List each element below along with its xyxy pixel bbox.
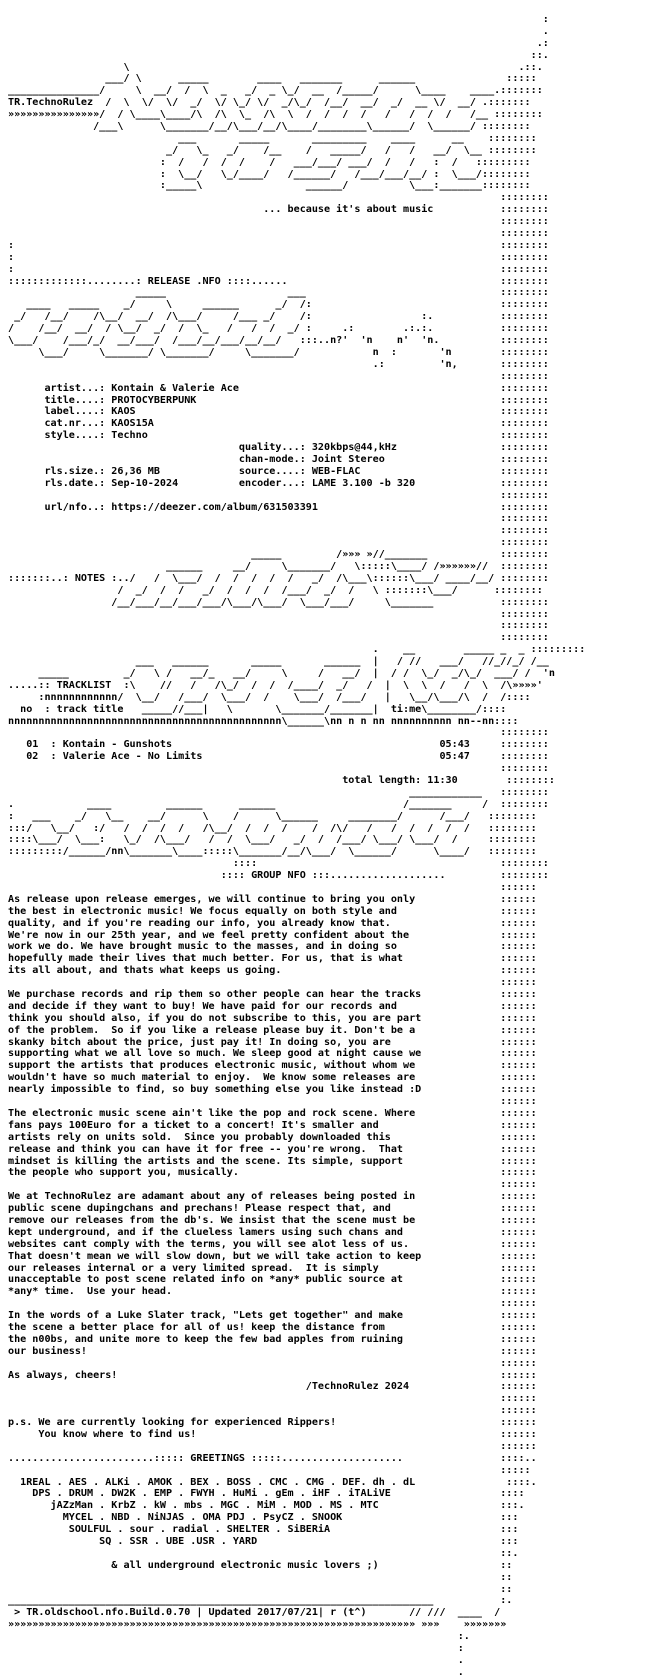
nfo-line: :::::: xyxy=(8,1096,537,1108)
nfo-line: ____________ :::::::: xyxy=(8,786,549,798)
nfo-line: :::::: xyxy=(8,1298,537,1310)
nfo-line: »»»»»»»»»»»»»»»/ / \____\____/\ /\ \_ /\ \ / / / / / / / / /__ :::::::: xyxy=(8,109,543,121)
nfo-line: : xyxy=(8,14,549,25)
nfo-line: :: xyxy=(8,1571,513,1583)
nfo-line: :: xyxy=(8,1583,513,1595)
nfo-line: :. xyxy=(8,1631,470,1643)
nfo-line: 1REAL . AES . ALKi . AMOK . BEX . BOSS . CMC . CMG . DEF. dh . dL ::::. xyxy=(8,1476,537,1488)
nfo-line: ___ _____ _________ ____ __ :::::::: xyxy=(8,132,537,144)
nfo-line: . xyxy=(8,25,549,37)
nfo-line: \___/ \_______/ \_______/ \_______/ n : 'n :::::::: xyxy=(8,346,549,358)
nfo-line: nearly impossible to find, so buy something else you like instead :D :::::: xyxy=(8,1084,537,1096)
nfo-line: chan-mode.: Joint Stereo :::::::: xyxy=(8,453,549,465)
nfo-line: /TechnoRulez 2024 :::::: xyxy=(8,1381,537,1393)
nfo-line: .....:: TRACKLIST :\ // / /\_/ / / /____/ _/ / | \ \ / / \ /\»»»»' xyxy=(8,679,543,691)
nfo-line: _/ \_ _/ /__ / _____/ / / __/ \__ :::::::: xyxy=(8,144,537,156)
nfo-line: : :::::::: xyxy=(8,239,549,251)
nfo-line: :::::::: xyxy=(8,727,549,739)
nfo-line: . ____ ______ ______ /_______ / :::::::: xyxy=(8,798,549,810)
nfo-line: :nnnnnnnnnnnn/ \__/ /___/ \___/ / \___/ /___/ | \__/\___/\ / /:::: xyxy=(8,691,531,703)
nfo-line: ______________________________________________________________________ :. xyxy=(8,1595,513,1607)
nfo-line: .: xyxy=(8,37,549,49)
nfo-line: :::::::: xyxy=(8,537,549,549)
nfo-line: :::::: xyxy=(8,1440,537,1452)
nfo-line: As always, cheers! :::::: xyxy=(8,1369,537,1381)
nfo-line: :::::: xyxy=(8,882,537,894)
nfo-line: : xyxy=(8,1643,464,1655)
nfo-line: We're now in our 25th year, and we feel pretty confident about the :::::: xyxy=(8,929,537,941)
nfo-line: url/nfo..: https://deezer.com/album/631503391 :::::::: xyxy=(8,501,549,513)
nfo-line: :::::::: xyxy=(8,370,549,382)
nfo-line: ... because it's about music :::::::: xyxy=(8,204,549,216)
nfo-line: _/ /__/ /\__/ __/ /\___/ /___ _/ /: :. :::::::: xyxy=(8,311,549,323)
nfo-line: As release upon release emerges, we will continue to bring you only :::::: xyxy=(8,893,537,905)
nfo-line: »»»»»»»»»»»»»»»»»»»»»»»»»»»»»»»»»»»»»»»»»»»»»»»»»»»»»»»»»»»»»»»»»»» »»» »»»»»»» xyxy=(8,1619,507,1631)
nfo-line: release and think you can have it for free -- you're wrong. That :::::: xyxy=(8,1143,537,1155)
nfo-line: mindset is killing the artists and the scene. Its simple, support :::::: xyxy=(8,1155,537,1167)
nfo-line: public scene dupingchans and prechans! Please respect that, and :::::: xyxy=(8,1203,537,1215)
nfo-line: cat.nr...: KAOS15A :::::::: xyxy=(8,418,549,430)
nfo-line: rls.size.: 26,36 MB source....: WEB-FLAC :::::::: xyxy=(8,465,549,477)
nfo-line: _____ ___ :::::::: xyxy=(8,287,549,299)
nfo-line: ::::: xyxy=(8,1464,531,1476)
nfo-line: The electronic music scene ain't like the pop and rock scene. Where :::::: xyxy=(8,1107,537,1119)
nfo-line: /___\ \_______/__/\___/__/\____/________\______/ \______/ :::::::: xyxy=(8,121,531,133)
nfo-line: websites cant comply with the terms, you will see alot less of us. :::::: xyxy=(8,1238,537,1250)
nfo-line: ::. xyxy=(8,49,549,61)
nfo-line: ______ __/ \_______/ \:::::\____/ /»»»»»»// :::::::: xyxy=(8,560,549,572)
nfo-line: /__/___/__/___/___/\___/\___/ \___/___/ \_______ :::::::: xyxy=(8,596,549,608)
nfo-line: of the problem. So if you like a release please buy it. Don't be a :::::: xyxy=(8,1024,537,1036)
nfo-line: :::/ \__/ :/ / / / / /\__/ / / / / /\/ / / / / / / :::::::: xyxy=(8,822,537,834)
nfo-line: . __ _____ _ _ ::::::::: xyxy=(8,644,586,656)
nfo-line: no : track title _____//___| \ \_______/_______| ti:me\________/:::: xyxy=(8,703,507,715)
nfo-line: the people who support you, musically. :::::: xyxy=(8,1167,537,1179)
nfo-line: fans pays 100Euro for a ticket to a concert! It's smaller and :::::: xyxy=(8,1119,537,1131)
nfo-line: : ___ _/ \__ __/ \ / \______ ________/ /___/ :::::::: xyxy=(8,810,537,822)
nfo-line: > TR.oldschool.nfo.Build.0.70 | Updated 2017/07/21| r (t^) // /// ____ / xyxy=(8,1607,501,1619)
nfo-document xyxy=(8,14,585,1679)
nfo-line: That doesn't mean we will slow down, but we will take action to keep :::::: xyxy=(8,1250,537,1262)
nfo-line: :::::::: xyxy=(8,489,549,501)
nfo-line: :::::: xyxy=(8,1357,537,1369)
nfo-line: supporting what we all love so much. We sleep good at night cause we :::::: xyxy=(8,1048,537,1060)
nfo-line: : \__/ \_/____/ /______/ /___/___/__/ : \___/:::::::: xyxy=(8,168,531,180)
nfo-line: title....: PROTOCYBERPUNK :::::::: xyxy=(8,394,549,406)
nfo-line: hopefully made their lives that much better. For us, that is what :::::: xyxy=(8,953,537,965)
nfo-line: :::::::: xyxy=(8,192,549,204)
nfo-line: :::::::: xyxy=(8,525,549,537)
nfo-line: style....: Techno :::::::: xyxy=(8,430,549,442)
nfo-line: :::::::: xyxy=(8,216,549,228)
nfo-line: think you should also, if you do not subscribe to this, you are part :::::: xyxy=(8,1012,537,1024)
nfo-line: :::::: xyxy=(8,1393,537,1405)
nfo-line: \ .::. xyxy=(8,61,543,73)
nfo-line: *any* time. Use your head. :::::: xyxy=(8,1286,537,1298)
nfo-line: work we do. We have brought music to the masses, and in doing so :::::: xyxy=(8,941,537,953)
nfo-line: :::::::: xyxy=(8,763,549,775)
nfo-line: In the words of a Luke Slater track, "Lets get together" and make :::::: xyxy=(8,1310,537,1322)
nfo-line: :::: :::::::: xyxy=(8,858,549,870)
nfo-line: ::. xyxy=(8,1547,519,1559)
nfo-line: _______________/ \ __/ / \ _ _/ _ \_/ __ /_____/ \____ ____.::::::: xyxy=(8,85,543,97)
nfo-line: / _/ / / _/ / / / /___/ _/ / \ :::::::\___/ :::::::: xyxy=(8,584,543,596)
nfo-line: ___ ______ _____ ______ | / // ___/ //_//_/ /__ xyxy=(8,656,549,668)
nfo-line: You know where to find us! :::::: xyxy=(8,1428,537,1440)
nfo-line: our business! :::::: xyxy=(8,1345,537,1357)
nfo-line: SOULFUL . sour . radial . SHELTER . SiBERiA ::: xyxy=(8,1524,519,1536)
nfo-line: ___/ \ _____ ____ _______ ______ ::::: xyxy=(8,73,537,85)
nfo-line: _____ /»»» »//_______ :::::::: xyxy=(8,549,549,561)
nfo-line: the scene a better place for all of us! keep the distance from :::::: xyxy=(8,1321,537,1333)
nfo-line: our releases internal or a very limited spread. It is simply :::::: xyxy=(8,1262,537,1274)
nfo-line: support the artists that produces electronic music, without whom we :::::: xyxy=(8,1060,537,1072)
nfo-line: :::::: xyxy=(8,977,537,989)
nfo-line: . xyxy=(8,1666,464,1678)
nfo-line: the n00bs, and unite more to keep the few bad apples from ruining :::::: xyxy=(8,1333,537,1345)
nfo-line: MYCEL . NBD . NiNJAS . OMA PDJ . PsyCZ . SNOOK ::: xyxy=(8,1512,519,1524)
nfo-line: the best in electronic music! We focus equally on both style and :::::: xyxy=(8,905,537,917)
nfo-line: :::::::: xyxy=(8,608,549,620)
nfo-line: :::::: xyxy=(8,1405,537,1417)
nfo-line: TR.TechnoRulez / \ \/ \/ _/ \/ \_/ \/ _/\_/ /__/ __/ _/ __ \/ __/ .::::::: xyxy=(8,97,531,109)
nfo-line: . xyxy=(8,1654,464,1666)
nfo-line: .: 'n, :::::::: xyxy=(8,358,549,370)
nfo-line: quality...: 320kbps@44,kHz :::::::: xyxy=(8,442,549,454)
nfo-line: nnnnnnnnnnnnnnnnnnnnnnnnnnnnnnnnnnnnnnnnnnnnn\______\nn n n nn nnnnnnnnnn nn--nn:::: xyxy=(8,715,519,727)
nfo-line: :::::::::/______/nn\_______\____:::::\_______/__/\___/ \______/ \____/ :::::::: xyxy=(8,846,537,858)
nfo-line: :::::::..: NOTES :../ / \___/ / / / / / _/ /\___\::::::\___/ ____/__/ :::::::: xyxy=(8,572,549,584)
nfo-line: 02 : Valerie Ace - No Limits 05:47 :::::::: xyxy=(8,751,549,763)
nfo-line: artist...: Kontain & Valerie Ace :::::::: xyxy=(8,382,549,394)
nfo-line: artists rely on units sold. Since you probably downloaded this :::::: xyxy=(8,1131,537,1143)
nfo-line: :::::: xyxy=(8,1179,537,1191)
nfo-line: DPS . DRUM . DW2K . EMP . FWYH . HuMi . gEm . iHF . iTALiVE :::: xyxy=(8,1488,525,1500)
nfo-line: We at TechnoRulez are adamant about any of releases being posted in :::::: xyxy=(8,1191,537,1203)
nfo-line: & all underground electronic music lovers ;) :: xyxy=(8,1559,513,1571)
nfo-line: :::::::: xyxy=(8,228,549,240)
nfo-line: quality, and if you're reading our info, you already know that. :::::: xyxy=(8,917,537,929)
nfo-line: :::::::: xyxy=(8,620,549,632)
nfo-line: :_____\ ______/ \___:_______:::::::: xyxy=(8,180,531,192)
nfo-line: kept underground, and if the clueless lamers using such chans and :::::: xyxy=(8,1226,537,1238)
nfo-line: ........................::::: GREETINGS :::::.................... ::::.. xyxy=(8,1452,537,1464)
nfo-line: wouldn't have so much material to enjoy. We know some releases are :::::: xyxy=(8,1072,537,1084)
nfo-line: its all about, and thats what keeps us going. :::::: xyxy=(8,965,537,977)
nfo-line: :::: GROUP NFO :::................... :::::::: xyxy=(8,870,549,882)
nfo-line: _____ _/ \ / __/_ __/ \ / __/ | / / \_/ _/\_/ ___/ / 'n xyxy=(8,667,555,679)
nfo-line: p.s. We are currently looking for experienced Rippers! :::::: xyxy=(8,1417,537,1429)
nfo-line: skanky bitch about the price, just pay it! In doing so, you are :::::: xyxy=(8,1036,537,1048)
nfo-line: unacceptable to post scene related info on *any* public source at :::::: xyxy=(8,1274,537,1286)
nfo-line: total length: 11:30 :::::::: xyxy=(8,775,555,786)
nfo-line: : :::::::: xyxy=(8,251,549,263)
nfo-line: / /__/ __/ / \__/ _/ / \_ / / / _/ : .: .:.:. :::::::: xyxy=(8,323,549,335)
nfo-line: jAZzMan . KrbZ . kW . mbs . MGC . MiM . MOD . MS . MTC :::. xyxy=(8,1500,525,1512)
nfo-line: ____ _____ _/ \ ______ _/ /: :::::::: xyxy=(8,299,549,311)
nfo-line: rls.date.: Sep-10-2024 encoder...: LAME 3.100 -b 320 :::::::: xyxy=(8,477,549,489)
nfo-line: and decide if they want to buy! We have paid for our records and :::::: xyxy=(8,1000,537,1012)
nfo-line: :::::::: xyxy=(8,632,549,644)
nfo-line: We purchase records and rip them so other people can hear the tracks :::::: xyxy=(8,989,537,1001)
nfo-line: remove our releases from the db's. We insist that the scene must be :::::: xyxy=(8,1214,537,1226)
nfo-line: : / / / / / ___/___/ ___/ / / : / ::::::::: xyxy=(8,156,531,168)
nfo-line: : :::::::: xyxy=(8,263,549,275)
nfo-line: :::::::: xyxy=(8,513,549,525)
nfo-line: 01 : Kontain - Gunshots 05:43 :::::::: xyxy=(8,739,549,751)
nfo-line: SQ . SSR . UBE .USR . YARD ::: xyxy=(8,1536,519,1547)
nfo-line: \___/ /___/_/ __/___/ /___/__/___/__/__/ :::..n?' 'n n' 'n. :::::::: xyxy=(8,335,549,347)
nfo-line: ::::\___/ \___: \_/ /\___/ / / \___/ _/ / /___/ \___/ \___/ / :::::::: xyxy=(8,834,537,846)
nfo-line: :::::::::::::........: RELEASE .NFO ::::...... :::::::: xyxy=(8,275,549,287)
nfo-line: label....: KAOS :::::::: xyxy=(8,406,549,418)
